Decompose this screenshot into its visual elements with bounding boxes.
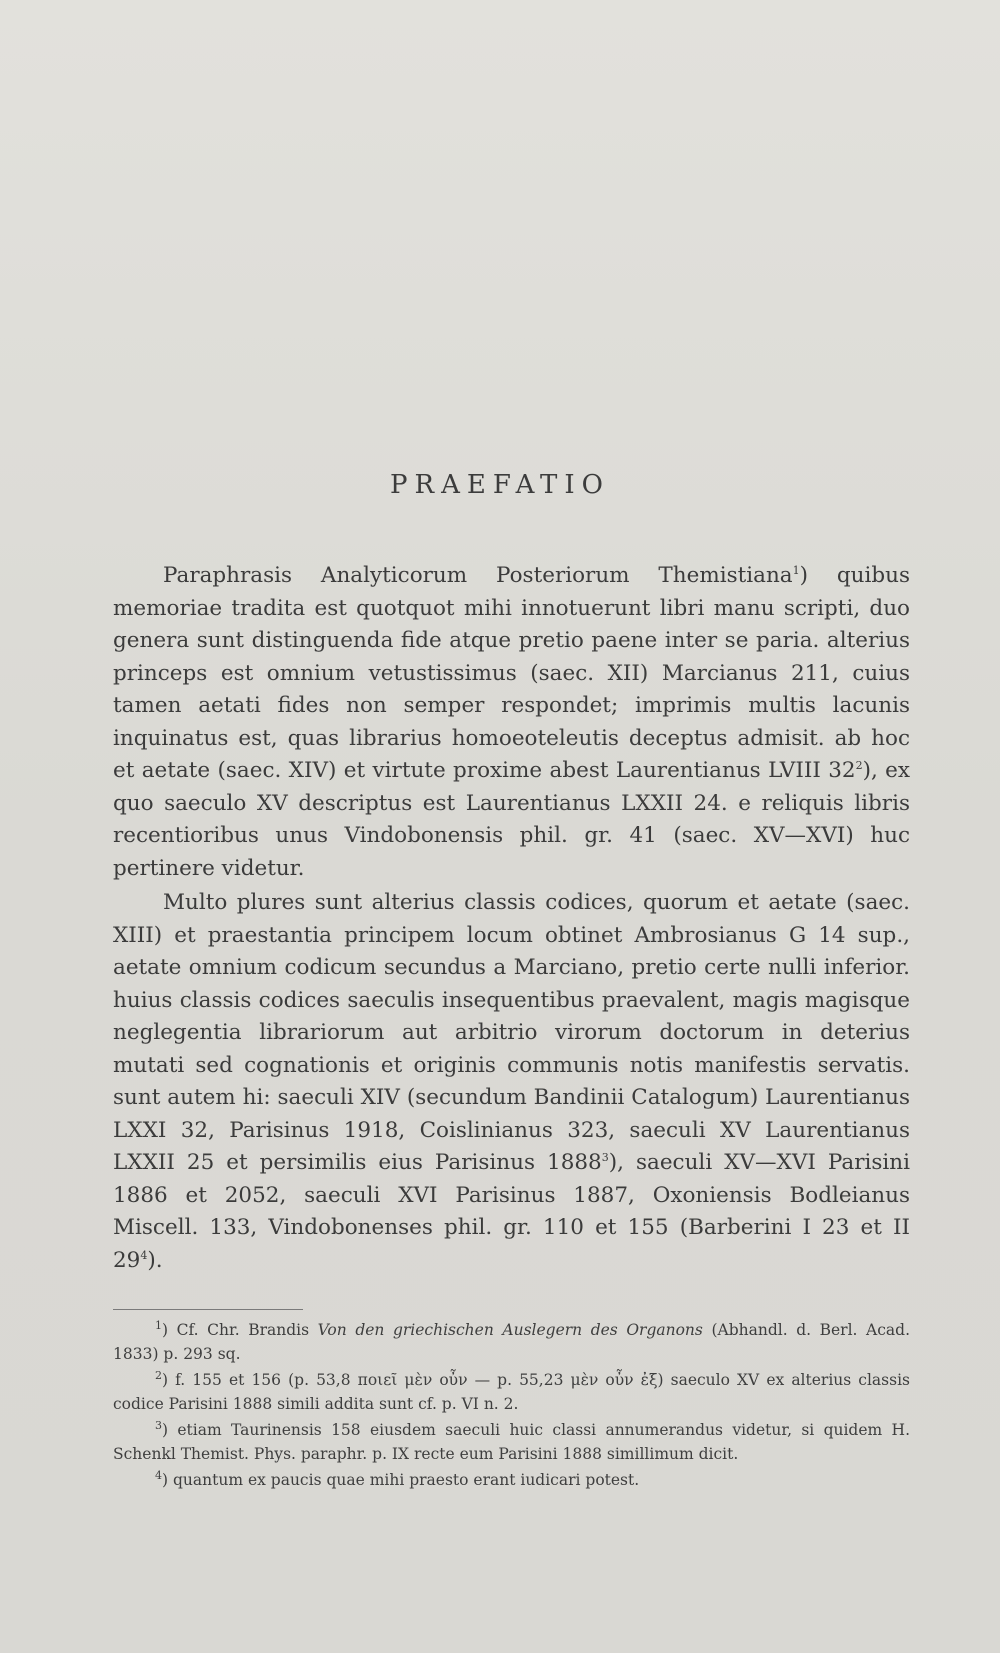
page-title: PRAEFATIO (390, 470, 610, 500)
footnote-mark-3: 3 (155, 1418, 162, 1432)
main-text (113, 560, 910, 1277)
paragraph-2 (113, 887, 910, 1277)
paragraph-2-text-a: Multo plures sunt alterius classis codices, quorum et aetate (saec. XIII) et praestantia principem locum obtinet Ambrosianus G 14 sup., aetate omnium codicum secundus a Marciano, pretio certe nulli inferior. huius classis codices saeculis insequentibus praevalent, magis magisque neglegentia librariorum aut arbitrio virorum doctorum in deterius mutati sed cognationis et originis communis notis manifestis servatis. sunt autem hi: saeculi XIV (secundum Bandinii Catalogum) Laurentianus LXXI 32, Parisinus 1918, Coislinianus 323, saeculi XV Laurentianus LXXII 25 et persimilis eius Parisinus 1888 (113, 890, 910, 1175)
paragraph-2-text-c: ). (147, 1247, 163, 1273)
footnote-ref-4: 4 (140, 1248, 148, 1262)
footnote-1 (113, 1318, 910, 1366)
paragraph-2-text-b: ), saeculi XV—XVI Parisini 1886 et 2052, saeculi XVI Parisinus 1887, Oxoniensis Bodleianus Miscell. 133, Vindobonenses phil. gr. 110 et 155 (Barberini I 23 et II 29 (113, 1150, 910, 1273)
footnote-ref-2: 2 (855, 758, 863, 772)
paragraph-1-text-c: ), ex quo saeculo XV descriptus est Laurentianus LXXII 24. e reliquis libris recentioribus unus Vindobonensis phil. gr. 41 (saec. XV—XVI) huc pertinere videtur. (113, 758, 911, 881)
footnote-ref-3: 3 (601, 1150, 609, 1164)
footnote-mark-4: 4 (155, 1468, 162, 1482)
footnote-3-text: ) etiam Taurinensis 158 eiusdem saeculi huic classi annumerandus videtur, si quidem H. Schenkl Themist. Phys. paraphr. p. IX recte eum Parisini 1888 simillimum dicit. (113, 1421, 910, 1463)
paragraph-1-text-a: Paraphrasis Analyticorum Posteriorum Themistiana (163, 563, 793, 588)
footnote-1-title: Von den griechischen Auslegern des Organons (317, 1321, 703, 1339)
footnote-2 (113, 1368, 910, 1416)
footnote-divider (113, 1309, 303, 1310)
footnote-mark-2: 2 (155, 1368, 162, 1382)
paragraph-1-text-b: ) quibus memoriae tradita est quotquot mihi innotuerunt libri manu scripti, duo genera sunt distinguenda fide atque pretio paene inter se paria. alterius princeps est omnium vetustissimus (saec. XII) Marcianus 211, cuius tamen aetati fides non semper respondet; imprimis multis lacunis inquinatus est, quas librarius homoeoteleutis deceptus admisit. ab hoc et aetate (saec. XIV) et virtute proxime abest Laurentianus LVIII 32 (113, 563, 910, 783)
footnote-1-text-a: ) Cf. Chr. Brandis (162, 1321, 318, 1339)
footnote-ref-1: 1 (792, 563, 800, 577)
footnote-mark-1: 1 (155, 1318, 162, 1332)
footnote-1-text-b: (Abhandl. d. Berl. Acad. 1833) p. 293 sq. (113, 1321, 911, 1363)
footnote-4-text: ) quantum ex paucis quae mihi praesto erant iudicari potest. (162, 1471, 640, 1489)
footnote-2-text: ) f. 155 et 156 (p. 53,8 ποιεῖ μὲν οὖν — p. 55,23 μὲν οὖν ἐξ) saeculo XV ex alterius classis codice Parisini 1888 simili addita sunt cf. p. VI n. 2. (113, 1371, 910, 1413)
footnote-4 (113, 1468, 910, 1492)
footnote-3 (113, 1418, 910, 1466)
paragraph-1 (113, 560, 910, 885)
footnotes (113, 1318, 910, 1494)
